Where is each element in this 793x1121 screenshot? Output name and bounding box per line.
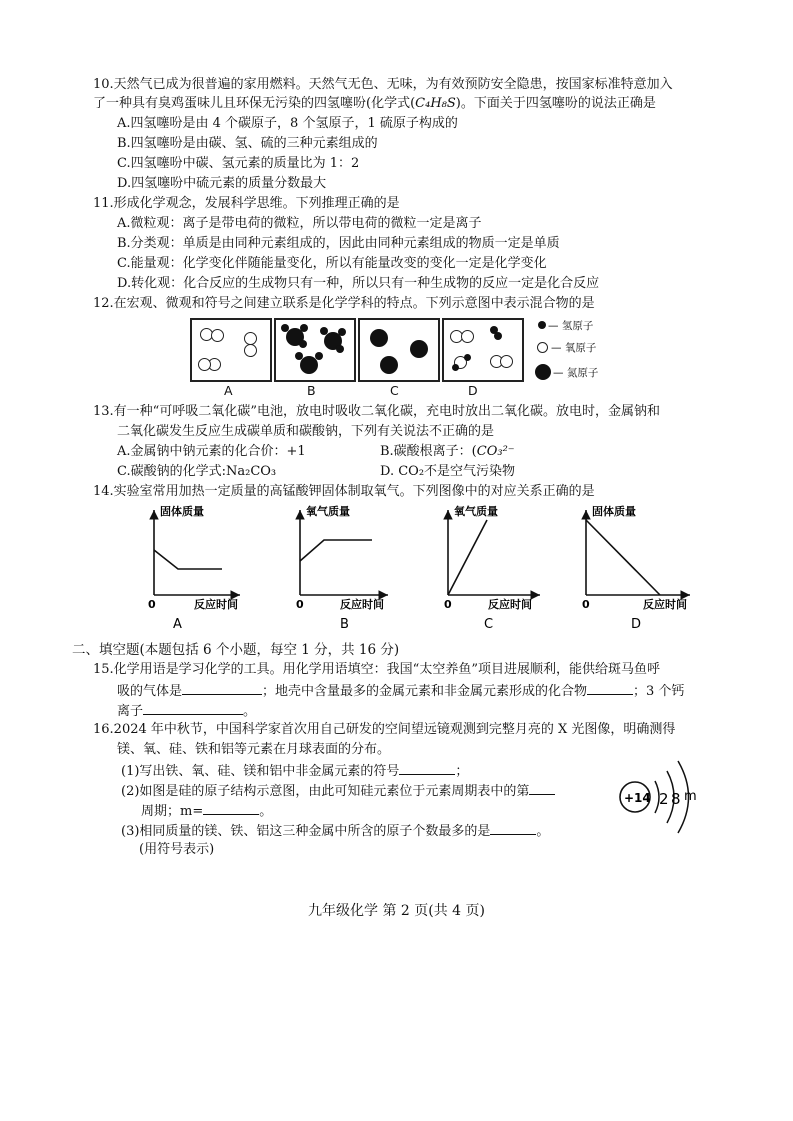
- q16-sub3-end: 。: [536, 824, 550, 839]
- q15-blank-3[interactable]: [143, 701, 243, 715]
- page-footer: 九年级化学 第 2 页(共 4 页): [308, 903, 485, 919]
- nitrogen-atom: [410, 340, 428, 358]
- q13-option-c: C.碳酸钠的化学式:Na₂CO₃: [117, 464, 277, 479]
- q16-sub2-text: (2)如图是硅的原子结构示意图，由此可知硅元素位于元素周期表中的第: [121, 784, 530, 799]
- graph-d-label: D: [631, 617, 642, 632]
- nitrogen-atom: [370, 329, 388, 347]
- hydrogen-atom: [295, 352, 303, 360]
- particle-box-d: [442, 318, 524, 382]
- q13-option-b: [380, 443, 515, 461]
- q16-line1: 16.2024 年中秋节，中国科学家首次用自己研发的空间望远镜观测到完整月亮的 X 光图像，明确测得: [93, 722, 676, 737]
- q11-option-a: A.微粒观：离子是带电荷的微粒，所以带电荷的微粒一定是离子: [117, 216, 482, 231]
- q16-sub1: [121, 761, 468, 781]
- graph-c-label: C: [484, 617, 494, 632]
- graph-d-curve: [586, 520, 660, 595]
- q16-blank-2[interactable]: [529, 781, 555, 795]
- q13-stem-line1: 13.有一种“可呼吸二氧化碳”电池，放电时吸收二氧化碳，充电时放出二氧化碳。放电时，金属钠和: [93, 404, 660, 419]
- graph-d: [582, 504, 690, 632]
- hydrogen-atom: [452, 364, 459, 371]
- q16-sub3-text: (3)相同质量的镁、铁、铝这三种金属中所含的原子个数最多的是: [121, 824, 491, 839]
- oxygen-atom: [198, 358, 211, 371]
- hydrogen-legend-icon: [538, 321, 546, 329]
- oxygen-atom: [500, 355, 513, 368]
- box-label-b: B: [307, 383, 316, 398]
- q15-line1: 15.化学用语是学习化学的工具。用化学用语填空：我国“太空养鱼”项目进展顺利，能供给斑马鱼呼: [93, 662, 660, 677]
- oxygen-atom: [244, 344, 257, 357]
- q16-sub2-cont: [141, 801, 272, 821]
- graph-c-curve: [448, 520, 487, 595]
- q16-sub2-end: 。: [259, 804, 273, 819]
- hydrogen-atom: [300, 324, 308, 332]
- q16-sub3: [121, 821, 549, 841]
- q13-option-b-text: B.碳酸根离子：(: [380, 444, 477, 459]
- graph-c-ylabel: 氧气质量: [454, 505, 498, 518]
- graph-b-label: B: [340, 617, 349, 632]
- graph-a-xlabel: 反应时间: [194, 598, 238, 611]
- graph-a-label: A: [173, 617, 182, 632]
- q16-sub2-period: 周期；m=: [141, 804, 204, 819]
- graph-a-curve: [154, 550, 222, 569]
- q15-line2-part3: ；3 个钙: [633, 684, 685, 699]
- q13-option-a: A.金属钠中钠元素的化合价：+1: [117, 444, 306, 459]
- q15-blank-1[interactable]: [182, 681, 262, 695]
- q10-stem-line1: 10.天然气已成为很普遍的家用燃料。天然气无色、无味，为有效预防安全隐患，按国家标准特意加入: [93, 77, 673, 92]
- graph-b-xlabel: 反应时间: [340, 598, 384, 611]
- q13-option-d: D. CO₂不是空气污染物: [380, 464, 516, 479]
- graph-d-origin: 0: [582, 598, 590, 611]
- graph-a-ylabel: 固体质量: [160, 505, 204, 518]
- box-label-c: C: [390, 383, 399, 398]
- q14-graphs: [0, 498, 793, 638]
- q10-option-d: D.四氢噻吩中硫元素的质量分数最大: [117, 176, 327, 191]
- q10-stem-line2: [93, 95, 656, 113]
- q15-line3: [117, 701, 256, 721]
- q10-stem-part2: )。下面关于四氢噻吩的说法正确是: [455, 96, 656, 111]
- q11-option-c: C.能量观：化学变化伴随能量变化，所以有能量改变的变化一定是化学变化: [117, 256, 547, 271]
- graph-c-xlabel: 反应时间: [488, 598, 532, 611]
- nitrogen-legend-icon: [535, 364, 551, 380]
- q16-sub3-note: (用符号表示): [139, 842, 215, 857]
- silicon-atom-diagram: [615, 756, 725, 838]
- legend-oxygen: — 氧原子: [551, 342, 597, 354]
- nitrogen-atom: [380, 356, 398, 374]
- graph-b-curve: [300, 540, 372, 561]
- q10-formula: C₄H₈S: [415, 96, 456, 111]
- q14-stem: 14.实验室常用加热一定质量的高锰酸钾固体制取氧气。下列图像中的对应关系正确的是: [93, 484, 595, 499]
- graph-c-origin: 0: [444, 598, 452, 611]
- q13-stem-line2: 二氧化碳发生反应生成碳单质和碳酸钠，下列有关说法不正确的是: [117, 424, 495, 439]
- graph-c: [444, 504, 540, 632]
- oxygen-atom: [461, 330, 474, 343]
- particle-box-b: [274, 318, 356, 382]
- hydrogen-atom: [299, 340, 307, 348]
- shell1-electrons: 2: [659, 790, 669, 808]
- q16-line2: 镁、氧、硅、铁和铝等元素在月球表面的分布。: [117, 742, 391, 757]
- q15-blank-2[interactable]: [587, 681, 633, 695]
- nucleus-charge: +14: [624, 791, 651, 805]
- graph-d-xlabel: 反应时间: [643, 598, 687, 611]
- shell2-electrons: 8: [671, 790, 681, 808]
- hydrogen-atom: [315, 352, 323, 360]
- graph-a: [148, 504, 240, 632]
- hydrogen-atom: [336, 345, 344, 353]
- q15-line2-part2: ；地壳中含量最多的金属元素和非金属元素形成的化合物: [262, 684, 588, 699]
- q16-sub1-text: (1)写出铁、氧、硅、镁和铝中非金属元素的符号: [121, 764, 400, 779]
- graph-a-origin: 0: [148, 598, 156, 611]
- q16-blank-1[interactable]: [399, 761, 455, 775]
- graph-b: [296, 504, 388, 632]
- q11-stem: 11.形成化学观念，发展科学思维。下列推理正确的是: [93, 196, 400, 211]
- q11-option-d: D.转化观：化合反应的生成物只有一种，所以只有一种生成物的反应一定是化合反应: [117, 276, 600, 291]
- section2-title: 二、填空题(本题包括 6 个小题，每空 1 分，共 16 分): [72, 642, 400, 658]
- hydrogen-atom: [338, 328, 346, 336]
- graph-b-ylabel: 氧气质量: [306, 505, 350, 518]
- shell3-electrons: m: [684, 789, 697, 804]
- hydrogen-atom: [320, 327, 328, 335]
- particle-box-c: [358, 318, 440, 382]
- q16-sub2: [121, 781, 555, 801]
- oxygen-atom: [211, 329, 224, 342]
- hydrogen-atom: [464, 354, 471, 361]
- q15-line2-part1: 吸的气体是: [117, 684, 183, 699]
- particle-box-a: [190, 318, 272, 382]
- carbonate-ion: CO₃²⁻: [476, 444, 515, 459]
- q15-line2: [117, 681, 684, 701]
- box-label-d: D: [468, 383, 478, 398]
- graph-b-origin: 0: [296, 598, 304, 611]
- q16-blank-4[interactable]: [490, 821, 536, 835]
- q10-option-c: C.四氢噻吩中碳、氢元素的质量比为 1：2: [117, 156, 360, 171]
- legend-nitrogen: — 氮原子: [553, 367, 599, 379]
- oxygen-legend-icon: [537, 342, 548, 353]
- q16-sub1-end: ；: [455, 764, 469, 779]
- q15-line3-part1: 离子: [117, 704, 144, 719]
- q16-blank-3[interactable]: [203, 801, 259, 815]
- hydrogen-atom: [494, 332, 502, 340]
- q15-line3-part2: 。: [243, 704, 257, 719]
- q10-option-a: A.四氢噻吩是由 4 个碳原子，8 个氢原子，1 硫原子构成的: [117, 116, 458, 131]
- q12-stem: 12.在宏观、微观和符号之间建立联系是化学学科的特点。下列示意图中表示混合物的是: [93, 296, 595, 311]
- graph-d-ylabel: 固体质量: [592, 505, 636, 518]
- legend-hydrogen: — 氢原子: [548, 320, 594, 332]
- q10-stem-part1: 了一种具有臭鸡蛋味儿且环保无污染的四氢噻吩(化学式(: [93, 96, 416, 111]
- q10-option-b: B.四氢噻吩是由碳、氢、硫的三种元素组成的: [117, 136, 378, 151]
- hydrogen-atom: [281, 324, 289, 332]
- box-label-a: A: [224, 383, 233, 398]
- q11-option-b: B.分类观：单质是由同种元素组成的，因此由同种元素组成的物质一定是单质: [117, 236, 560, 251]
